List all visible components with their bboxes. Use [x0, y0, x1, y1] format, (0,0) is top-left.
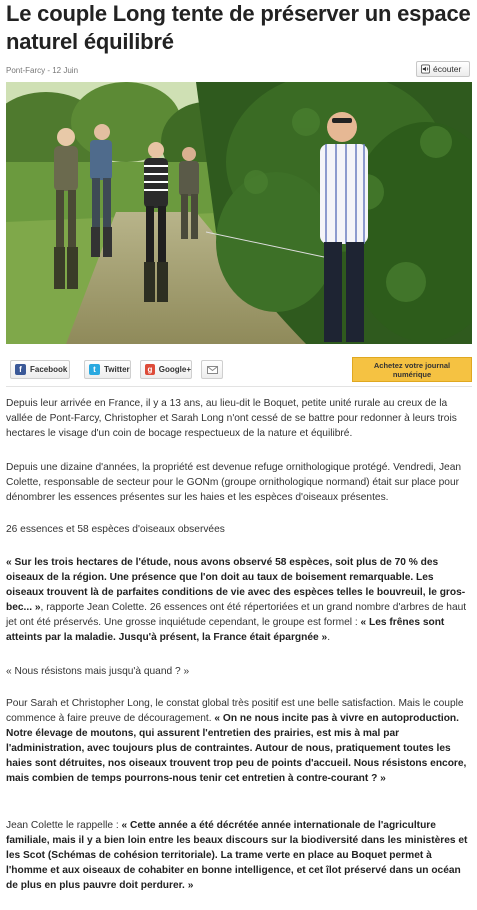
promo-line-2: numérique	[392, 370, 432, 379]
google-plus-share-button[interactable]	[140, 360, 192, 379]
paragraph-5-text: Jean Colette le rappelle :	[6, 820, 119, 831]
paragraph-3	[6, 555, 474, 645]
twitter-label: Twitter	[104, 365, 130, 374]
subheading-1: 26 essences et 58 espèces d'oiseaux observées	[6, 524, 225, 535]
quote-1: « Sur les trois hectares de l'étude, nous avons observé 58 espèces, soit plus de 70 % des oiseaux de la région. Une présence que l'on doit au taux de boisement remarquable. Les oiseaux trouvent là de parfaites conditions de vie avec des espèces telles le bouvreuil, le gros-bec... »	[6, 557, 466, 613]
listen-button[interactable]	[416, 61, 470, 77]
photo-illustration	[6, 82, 472, 344]
quote-3: « On ne nous incite pas à vivre en autoproduction. Notre élevage de moutons, qui assurent l'entretien des prairies, est mis à mal par l'administration, avec toujours plus de contraintes. Autour de nous, pratiquement toutes les haies sont détruites, nos oiseaux trouvent trop peu de points d'accueil. Nous résistons encore, mais combien de temps pourrons-nous tenir cet entretien à contre-courant ? »	[6, 713, 467, 784]
subheading-2: « Nous résistons mais jusqu'à quand ? »	[6, 666, 190, 677]
twitter-share-button[interactable]	[84, 360, 131, 379]
mail-icon	[207, 366, 218, 374]
paragraph-3-end: .	[327, 632, 331, 643]
divider	[6, 386, 472, 387]
google-plus-icon: g	[145, 364, 155, 375]
article-photo	[6, 82, 472, 344]
paragraph-1: Depuis leur arrivée en France, il y a 13 ans, au lieu-dit le Boquet, petite unité rurale au creux de la vallée de Pont-Farcy, Christopher et Sarah Long n'ont cessé de se battre pour redonner à leurs trois hectares le visage d'un coin de bocage respectueux de la nature et équilibré.	[6, 398, 457, 439]
paragraph-4-text: Pour Sarah et Christopher Long, le constat global très positif est une belle satisfaction. Mais le couple commence à faire preuve de découragement.	[6, 698, 464, 724]
article-title: Le couple Long tente de préserver un espace naturel équilibré	[6, 1, 471, 54]
buy-digital-edition-button[interactable]	[352, 357, 472, 382]
speaker-icon	[421, 64, 430, 74]
mail-share-button[interactable]	[201, 360, 223, 379]
paragraph-5	[6, 818, 474, 893]
listen-label: écouter	[433, 64, 462, 74]
facebook-label: Facebook	[30, 365, 68, 374]
quote-2: « Les frênes sont atteints par la maladie. Jusqu'à présent, la France était épargnée »	[6, 617, 445, 643]
quote-4: « Cette année a été décrétée année internationale de l'agriculture familiale, mais il y a bien loin entre les beaux discours sur la biodiversité dans les ministères et les Scot (Schémas de cohésion territoriale). La trame verte en place au Boquet permet à l'homme et aux oiseaux de cohabiter en bonne intelligence, et cet îlot préservé dans un océan de plus en plus pauvre doit perdurer. »	[6, 820, 468, 891]
dateline: Pont-Farcy - 12 Juin	[6, 66, 79, 75]
paragraph-3-text: , rapporte Jean Colette. 26 essences ont été répertoriées et un grand nombre d'arbres de haut jet ont été préservés. Une grosse inquiétude cependant, le groupe est formel :	[6, 602, 467, 628]
facebook-share-button[interactable]	[10, 360, 70, 379]
facebook-icon: f	[15, 364, 26, 375]
paragraph-2: Depuis une dizaine d'années, la propriété est devenue refuge ornithologique protégé. Vendredi, Jean Colette, responsable de secteur pour le GONm (groupe ornithologique normand) était sur place pour dénombrer les essences présentes sur les haies et les espèces d'oiseaux présentes.	[6, 462, 462, 503]
twitter-icon: t	[89, 364, 100, 375]
paragraph-4	[6, 696, 474, 786]
promo-line-1: Achetez votre journal	[373, 361, 451, 370]
google-plus-label: Google+	[158, 365, 191, 374]
